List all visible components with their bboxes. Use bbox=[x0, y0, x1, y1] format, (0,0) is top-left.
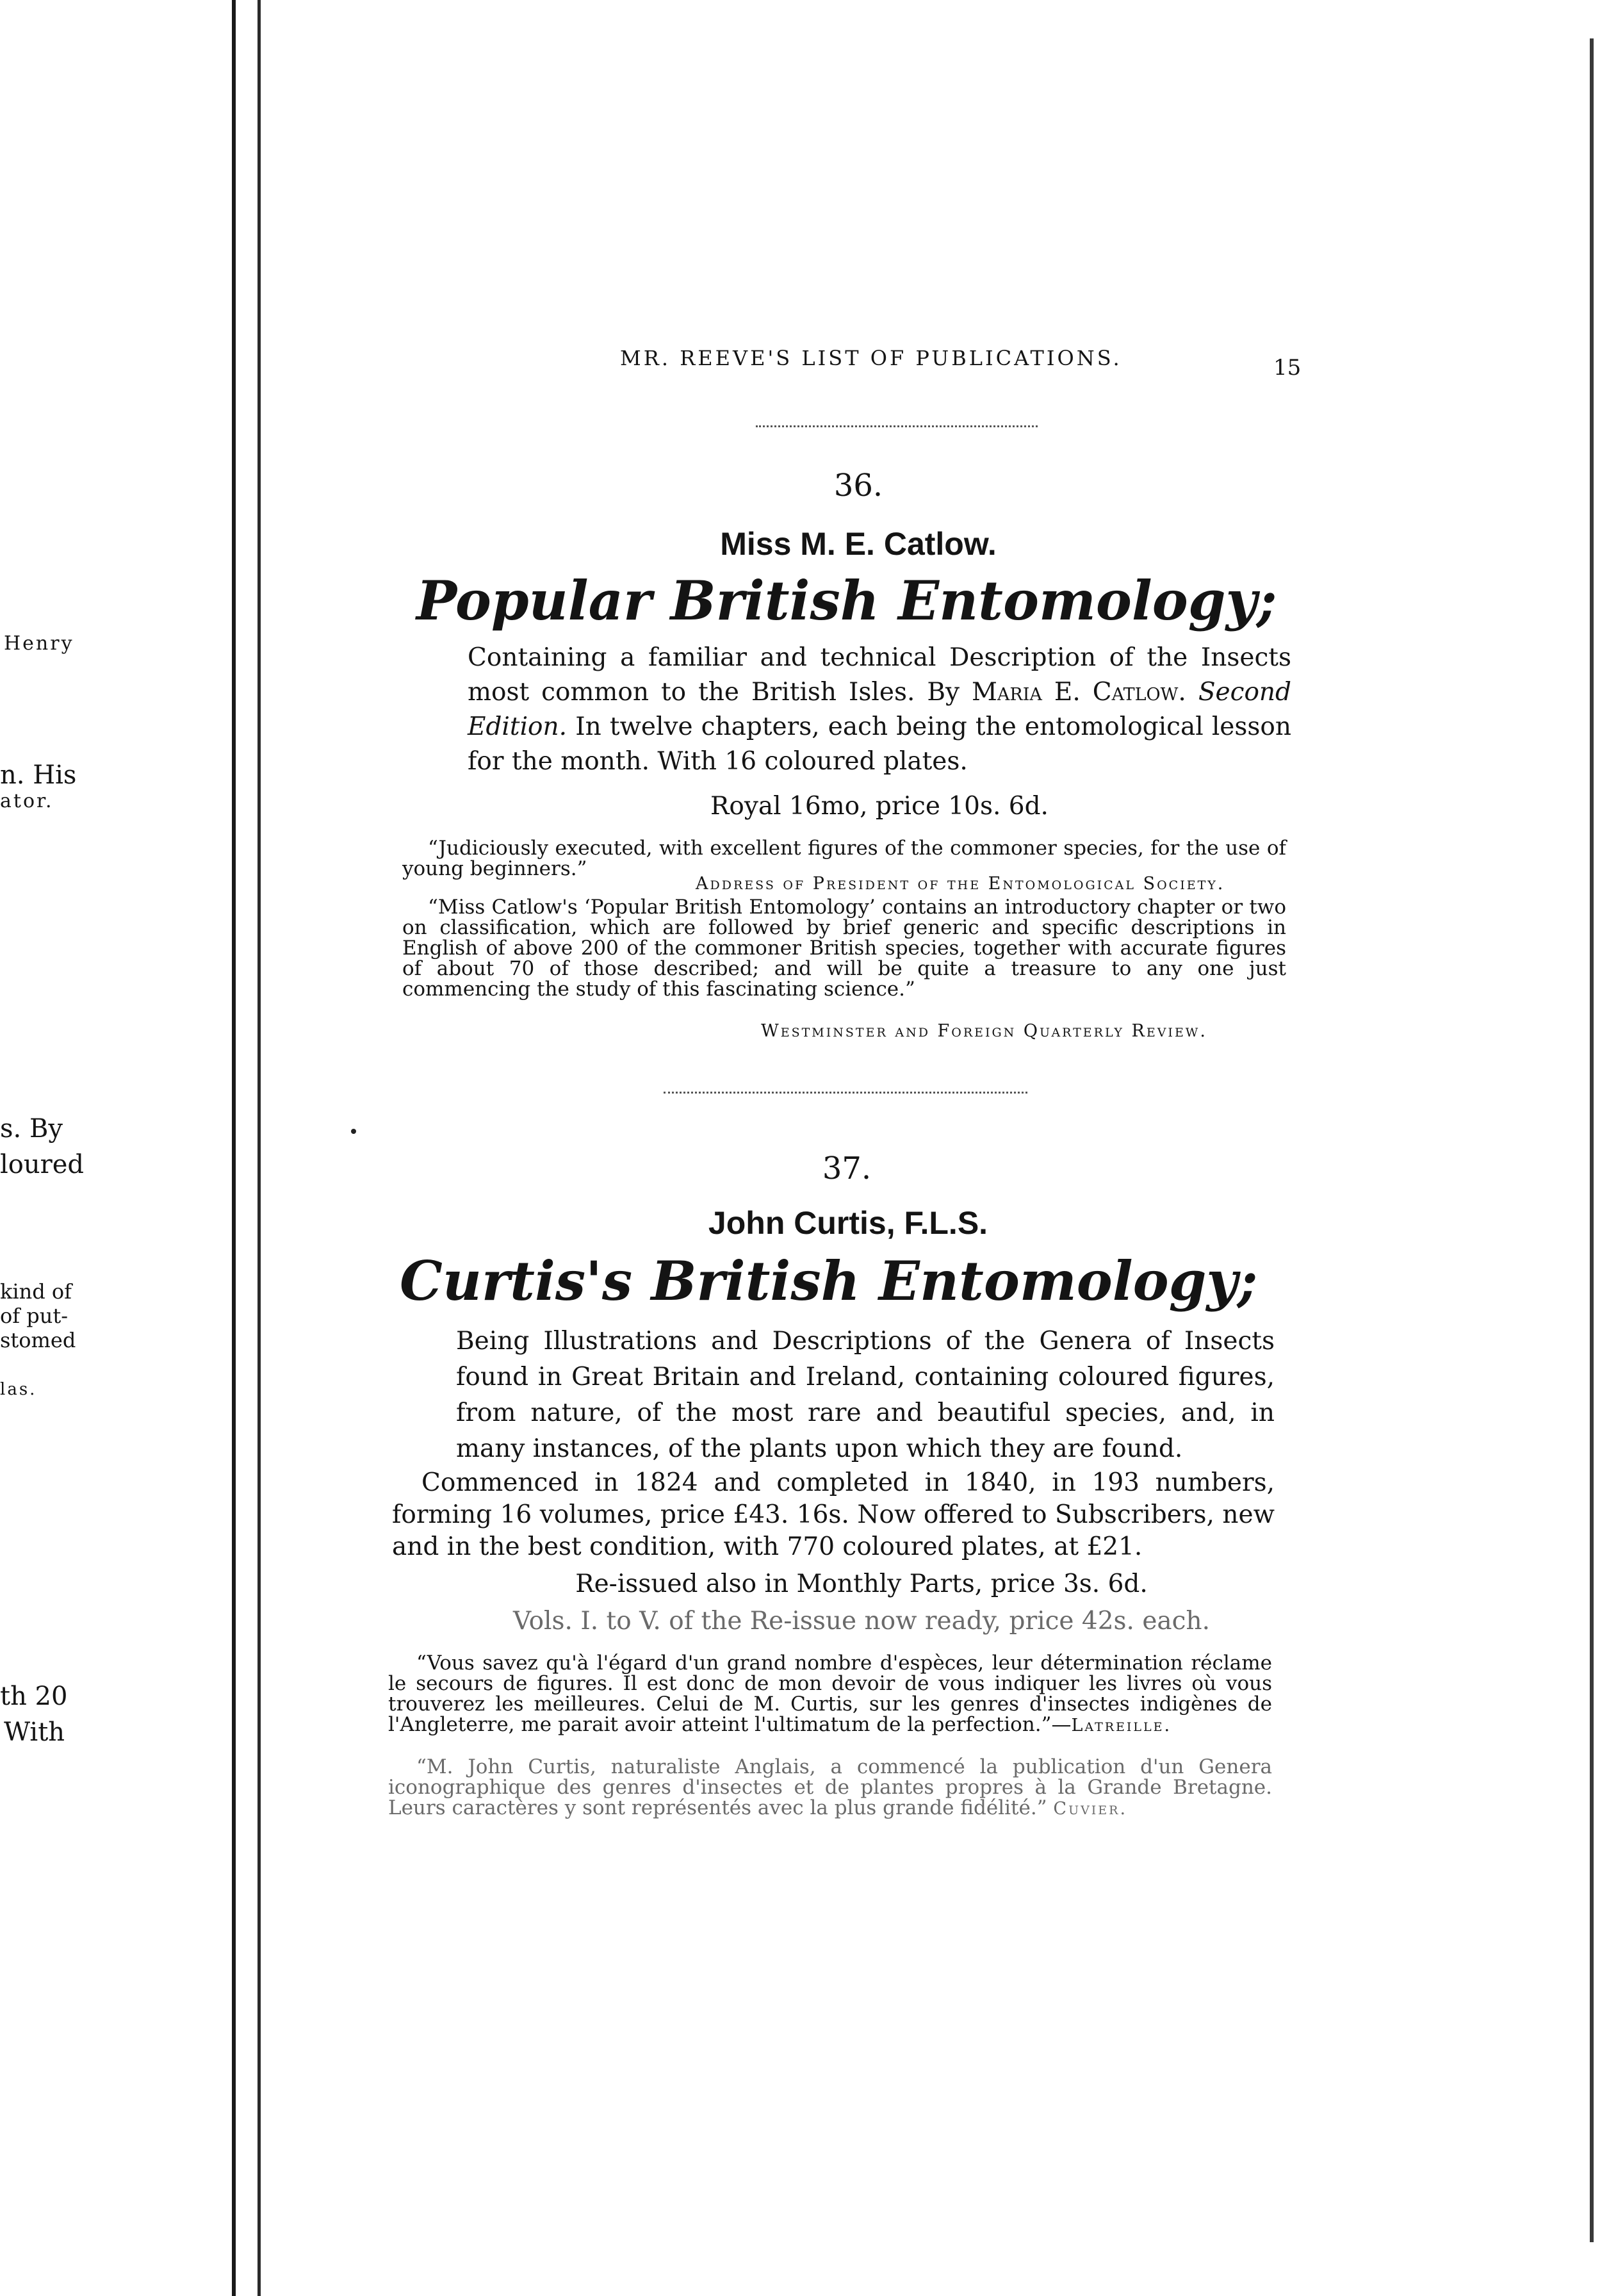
review-source: Westminster and Foreign Quarterly Review. bbox=[761, 1021, 1207, 1041]
running-header: MR. REEVE'S LIST OF PUBLICATIONS. bbox=[620, 346, 1122, 370]
publication-details: Commenced in 1824 and completed in 1840, in 193 numbers, forming 16 volumes, price £43. 16s. Now offered to Subscribers, new and in the best condition, with 770 coloured plates, at £21. bbox=[392, 1468, 1275, 1561]
left-page-edge bbox=[0, 0, 236, 2296]
left-fragment: kind of bbox=[0, 1279, 72, 1304]
review-source: Latreille. bbox=[1071, 1716, 1172, 1735]
review-quote: “Judiciously executed, with excellent figures of the commoner species, for the use of young beginners.” bbox=[402, 837, 1286, 880]
left-fragment: th 20 bbox=[0, 1682, 68, 1711]
left-fragment: stomed bbox=[0, 1328, 76, 1352]
entry-title: Curtis's British Entomology; bbox=[400, 1249, 1258, 1313]
review-quote bbox=[388, 1757, 1272, 1819]
left-fragment: n. His bbox=[0, 760, 77, 790]
entry-number: 37. bbox=[822, 1151, 872, 1186]
page-edge bbox=[1590, 38, 1594, 2242]
ornamental-rule bbox=[664, 1092, 1027, 1094]
left-fragment: of put- bbox=[0, 1304, 69, 1328]
entry-number: 36. bbox=[833, 468, 883, 504]
page-gutter bbox=[236, 0, 261, 2296]
left-fragment: With bbox=[4, 1718, 65, 1747]
volumes-line: Vols. I. to V. of the Re-issue now ready, price 42s. each. bbox=[512, 1607, 1211, 1636]
entry-description: Being Illustrations and Descriptions of the Genera of Insects found in Great Britain and Ireland, containing coloured figures, from nature, of the most rare and beautiful species, and, in many instances, of the plants upon which they are found. bbox=[456, 1327, 1275, 1463]
review-text: “M. John Curtis, naturaliste Anglais, a commencé la publication d'un Genera iconographique des genres d'insectes et de plantes propres à la Grande Bretagne. Leurs caractères y sont représentés avec la plus grande fidélité.” bbox=[388, 1755, 1272, 1819]
ornamental-rule bbox=[756, 425, 1038, 427]
reissue-line: Re-issued also in Monthly Parts, price 3s. 6d. bbox=[575, 1570, 1148, 1598]
price-line: Royal 16mo, price 10s. 6d. bbox=[710, 792, 1049, 821]
description-text: In twelve chapters, each being the entomological lesson for the month. With 16 coloured plates. bbox=[468, 712, 1291, 776]
description-edition: Second Edition. bbox=[468, 678, 1292, 741]
review-source: Cuvier. bbox=[1053, 1799, 1128, 1819]
review-quote: “Miss Catlow's ‘Popular British Entomology’ contains an introductory chapter or two on classification, which are followed by brief generic and specific descriptions in English of above 200 of the commoner British species, together with accurate figures of about 70 of those described; and will be quite a treasure to any one just commencing the study of this fascinating science.” bbox=[402, 896, 1286, 1001]
left-fragment: ator. bbox=[0, 790, 54, 812]
page-number: 15 bbox=[1273, 355, 1302, 381]
left-fragment: Henry bbox=[4, 632, 74, 655]
description-text: Containing a familiar and technical Description of the Insects most common to the British Isles. By bbox=[468, 643, 1291, 707]
left-fragment: s. By bbox=[0, 1114, 63, 1144]
entry-author: Miss M. E. Catlow. bbox=[720, 526, 997, 562]
description-author: Maria E. Catlow. bbox=[972, 678, 1186, 707]
entry-title: Popular British Entomology; bbox=[416, 569, 1277, 632]
left-fragment: las. bbox=[0, 1380, 37, 1399]
review-text: “Vous savez qu'à l'égard d'un grand nombre d'espèces, leur détermination réclame le secours de figures. Il est donc de mon devoir de vous indiquer les livres où vous trouverez les meilleures. Celui de M. Curtis, sur les genres d'insectes indigènes de l'Angleterre, me parait avoir atteint l'ultimatum de la perfection.”— bbox=[388, 1652, 1272, 1736]
review-quote bbox=[388, 1653, 1272, 1736]
entry-description bbox=[468, 641, 1291, 779]
left-fragment: loured bbox=[0, 1150, 85, 1179]
entry-author: John Curtis, F.L.S. bbox=[708, 1205, 988, 1241]
scan-speck bbox=[351, 1129, 356, 1134]
review-source: Address of President of the Entomological Society. bbox=[696, 874, 1225, 894]
